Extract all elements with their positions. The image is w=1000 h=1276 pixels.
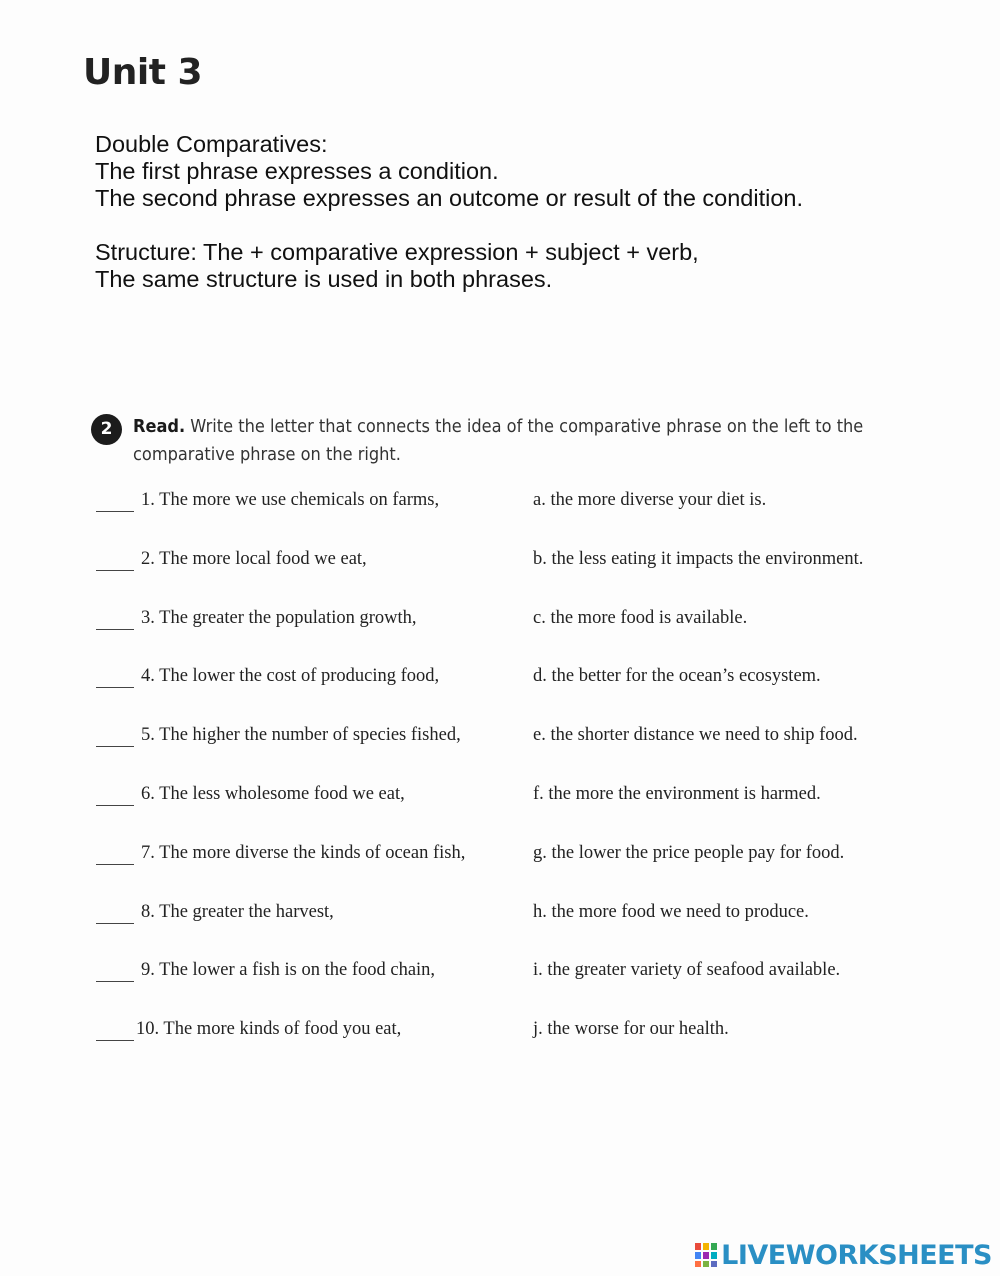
- answer-blank[interactable]: [96, 1040, 134, 1041]
- condition-phrase: 8. The greater the harvest,: [141, 901, 334, 922]
- intro-line: The first phrase expresses a condition.: [95, 158, 499, 184]
- result-phrase: g. the lower the price people pay for food.: [533, 842, 845, 863]
- item-row: [96, 490, 916, 520]
- brand-logo: [694, 1238, 992, 1272]
- condition-phrase: 2. The more local food we eat,: [141, 548, 367, 569]
- answer-blank[interactable]: [96, 923, 134, 924]
- result-phrase: i. the greater variety of seafood available.: [533, 960, 841, 981]
- condition-phrase: 3. The greater the population growth,: [141, 607, 417, 628]
- instruction-text: Write the letter that connects the idea of the comparative phrase on the left to the comparative phrase on the right.: [133, 416, 864, 465]
- instruction-label: Read.: [133, 416, 186, 437]
- condition-phrase: 9. The lower a fish is on the food chain,: [141, 960, 436, 981]
- item-row: [96, 666, 916, 696]
- condition-phrase: 5. The higher the number of species fished,: [141, 725, 461, 746]
- brand-icon: [694, 1242, 718, 1268]
- exercise-number-badge: 2: [91, 414, 122, 445]
- condition-phrase: 6. The less wholesome food we eat,: [141, 784, 405, 804]
- answer-blank[interactable]: [96, 805, 134, 806]
- item-row: [96, 725, 916, 755]
- brand-name: LIVEWORKSHEETS: [721, 1239, 992, 1271]
- item-row: [96, 608, 916, 638]
- answer-blank[interactable]: [96, 570, 134, 571]
- item-row: [96, 843, 916, 873]
- condition-phrase: 10. The more kinds of food you eat,: [136, 1019, 402, 1040]
- condition-phrase: 1. The more we use chemicals on farms,: [141, 490, 440, 510]
- answer-blank[interactable]: [96, 746, 134, 747]
- item-row: [96, 960, 916, 990]
- result-phrase: f. the more the environment is harmed.: [533, 784, 821, 804]
- result-phrase: b. the less eating it impacts the environment.: [533, 548, 864, 569]
- condition-phrase: 7. The more diverse the kinds of ocean fish,: [141, 842, 466, 863]
- answer-blank[interactable]: [96, 629, 134, 630]
- answer-blank[interactable]: [96, 511, 134, 512]
- result-phrase: e. the shorter distance we need to ship food.: [533, 725, 858, 746]
- condition-phrase: 4. The lower the cost of producing food,: [141, 666, 440, 687]
- result-phrase: h. the more food we need to produce.: [533, 901, 809, 922]
- result-phrase: j. the worse for our health.: [533, 1019, 729, 1040]
- intro-line: The second phrase expresses an outcome or result of the condition.: [95, 185, 804, 211]
- answer-blank[interactable]: [96, 981, 134, 982]
- item-row: [96, 902, 916, 932]
- result-phrase: d. the better for the ocean’s ecosystem.: [533, 666, 821, 687]
- item-row: [96, 784, 916, 814]
- answer-blank[interactable]: [96, 687, 134, 688]
- intro-line: The same structure is used in both phrases.: [95, 266, 553, 292]
- result-phrase: c. the more food is available.: [533, 607, 748, 628]
- item-row: [96, 1019, 916, 1049]
- result-phrase: a. the more diverse your diet is.: [533, 490, 767, 510]
- intro-line: Double Comparatives:: [95, 131, 328, 157]
- page-title: Unit 3: [83, 52, 202, 93]
- answer-blank[interactable]: [96, 864, 134, 865]
- item-row: [96, 549, 916, 579]
- intro-line: Structure: The + comparative expression + subject + verb,: [95, 239, 699, 265]
